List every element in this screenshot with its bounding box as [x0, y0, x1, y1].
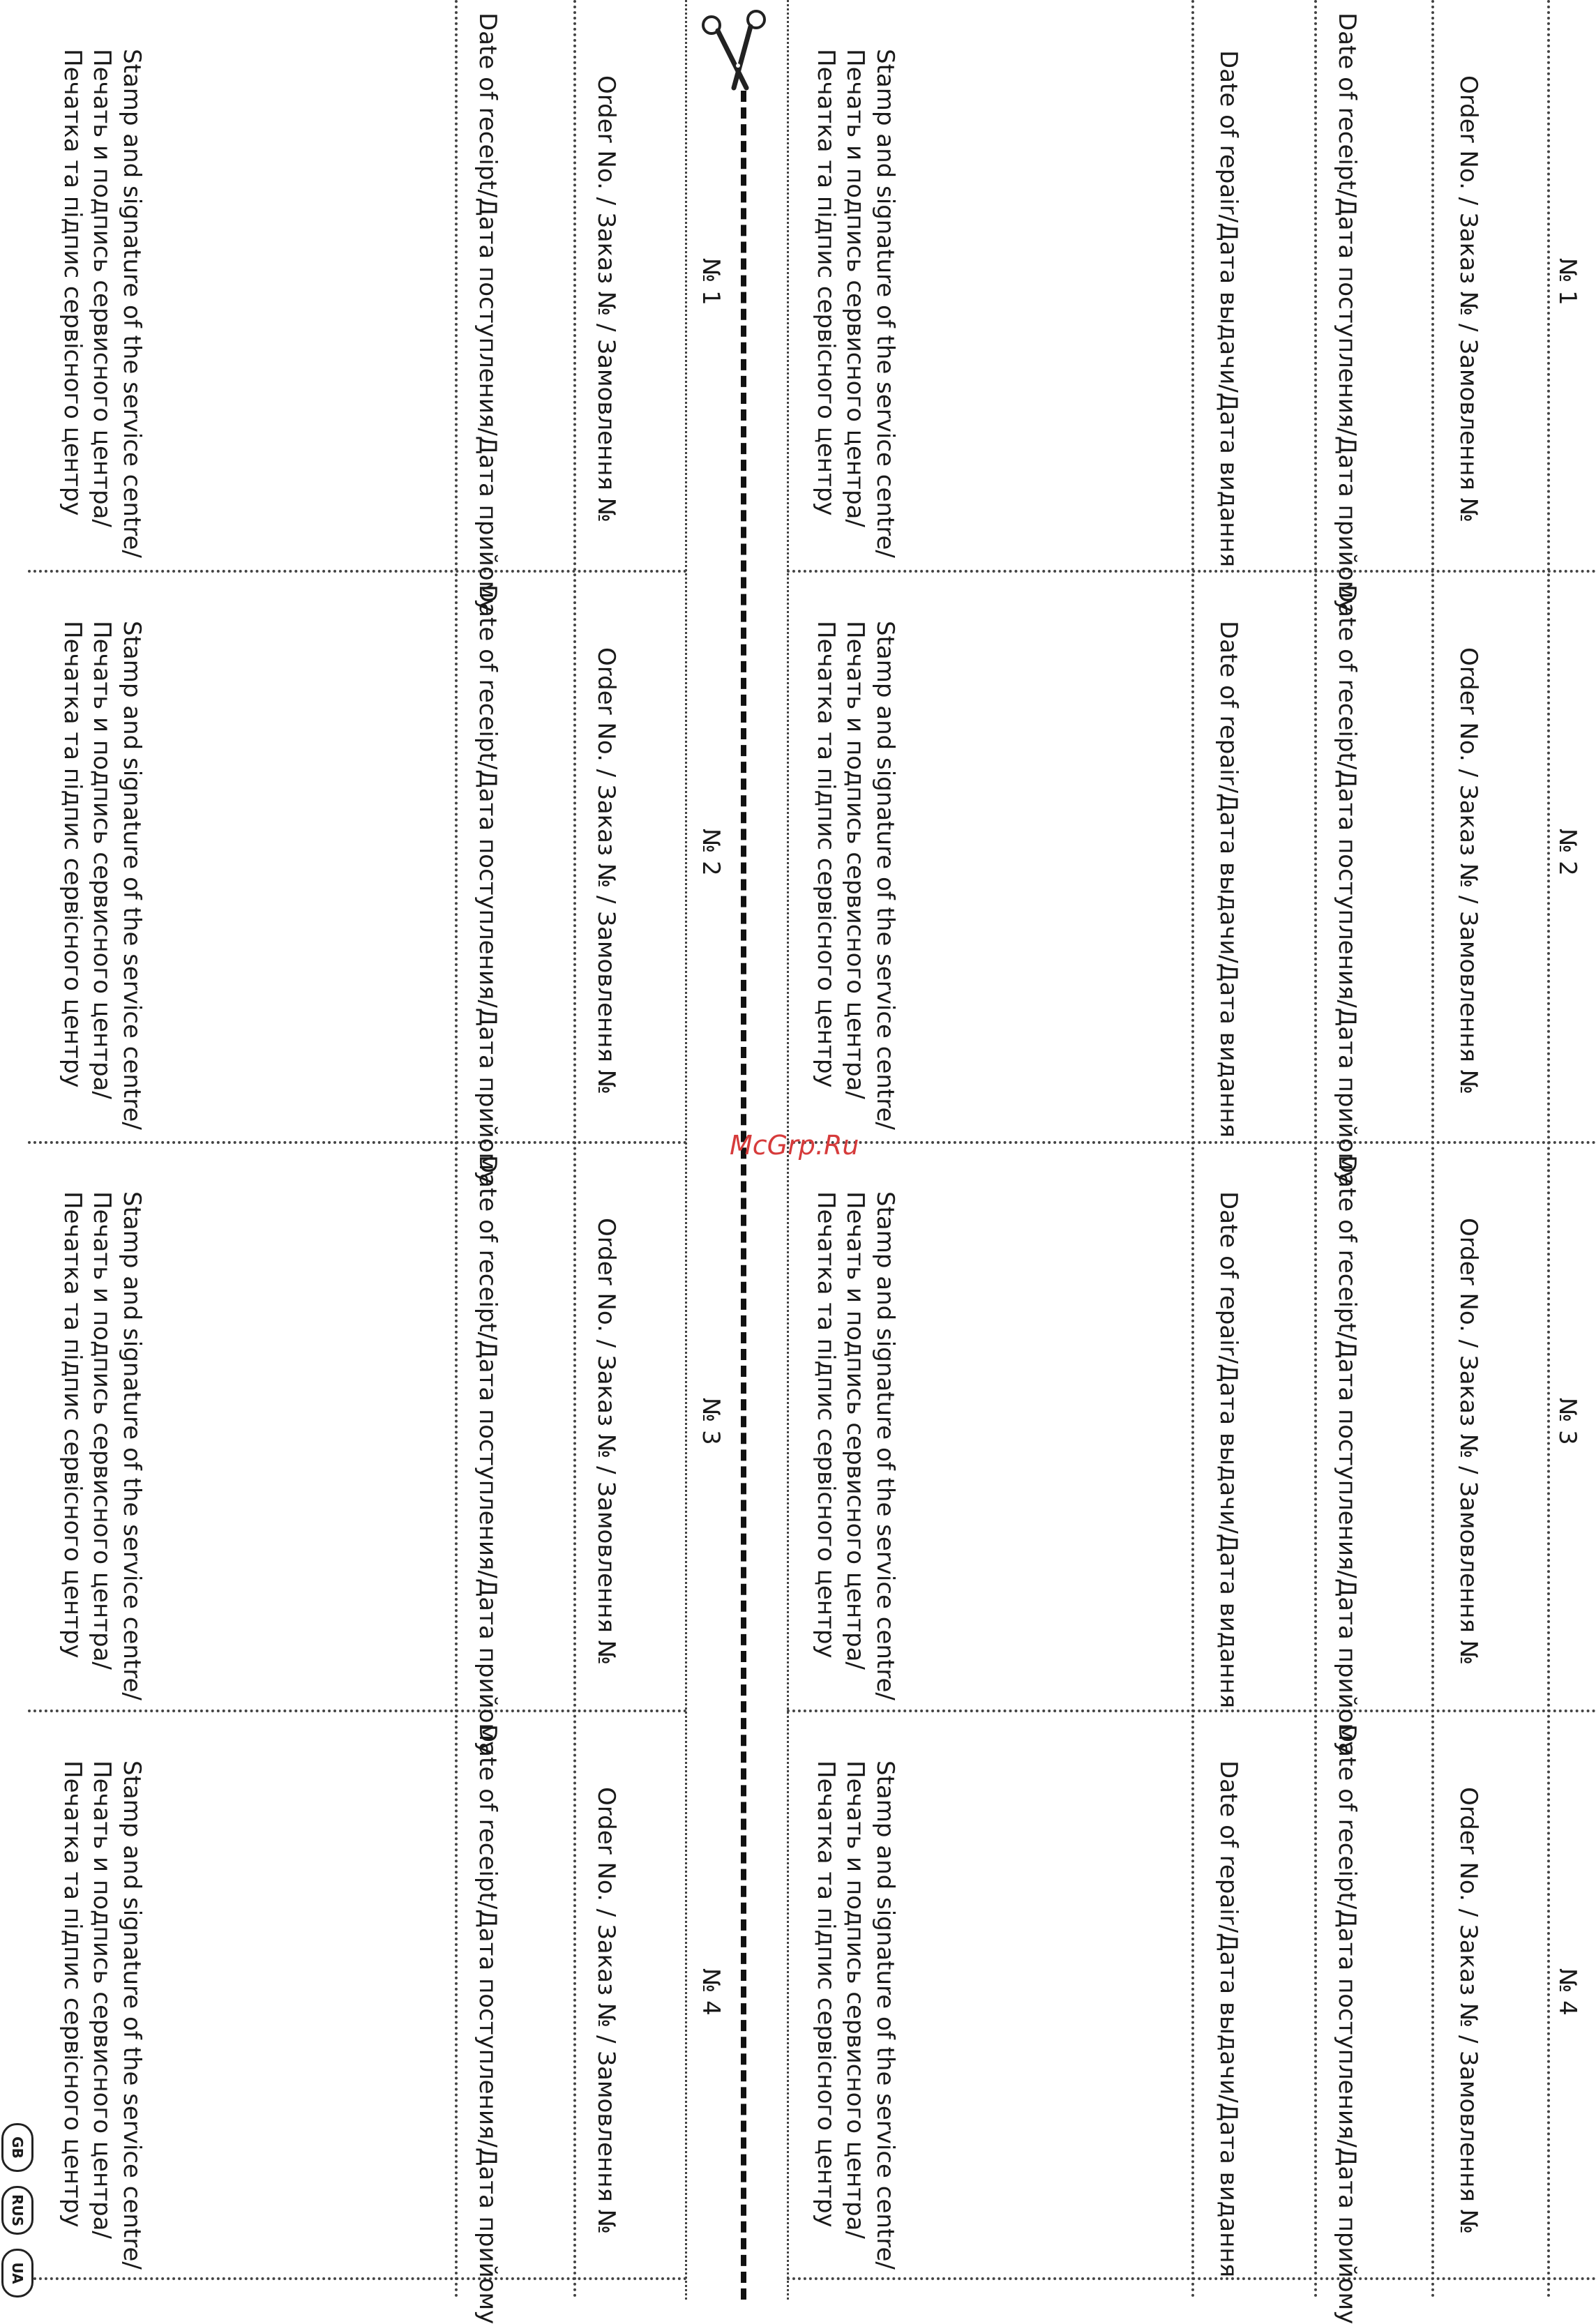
stub-order-number-label: Order No. / Заказ № / Замовлення № — [592, 75, 620, 523]
coupon-separator — [787, 2277, 1596, 2280]
stub-order-number-label: Order No. / Заказ № / Замовлення № — [592, 1787, 620, 2235]
order-number-label: Order No. / Заказ № / Замовлення № — [1454, 1787, 1482, 2235]
date-of-receipt-label: Date of receipt/Дата поступления/Дата прийому — [1333, 584, 1361, 1185]
column-divider — [573, 0, 576, 2300]
stub-stamp-signature-label: Stamp and signature of the service centre/ Печать и подпись сервисного центра/ Печатка та підпис сервісного центру — [59, 49, 146, 558]
date-of-receipt-label: Date of receipt/Дата поступления/Дата прийому — [1333, 13, 1361, 613]
warranty-coupon-sheet: № 1 Order No. / Заказ № / Замовлення № Date of receipt/Дата поступления/Дата прийому Date of repair/Дата выдачи/Дата видання Stamp and signature of the service centre/ Печать и подпись сервисного центра/ Печатка та підпис сервісного центру № 1 Order No. / Заказ № / Замовлення № Date of receipt/Дата поступления/Дата прийому Stamp and signature of the service centre/ Печать и подпись сервисного центра/ Печатка та підпис сервісного центру № 2 Order No. / Заказ № / Замовлення № Date of receipt/Дата поступления/Дата прийому Date of repair/Дата выдачи/Дата видання Stamp and signature of the service centre/ Печать и подпись сервисного центра/ Печатка та підпис сервісного центру № 2 Order No. / Заказ № / Замовлення № Date of receipt/Дата поступления/Дата прийому Stamp and signature of the service centre/ Печать и подпись сервисного центра/ Печатка та підпис сервісного центру № 3 Order No. / Заказ № / Замовлення № Date of receipt/Дата поступления/Дата прийому Date of repair/Дата выдачи/Дата видання Stamp and signature of the service centre/ Печать и подпись сервисного центра/ Печатка та підпис сервісного центру № 3 Order No. / Заказ № / Замовлення № Date of receipt/Дата поступления/Дата прийому Stamp and signature of the service centre/ Печать и подпись сервисного центра/ Печатка та підпис сервісного центру № 4 Order No. / Заказ № / Замовлення № Date of receipt/Дата поступления/Дата прийому Date of repair/Дата выдачи/Дата видання Stamp and signature of the service centre/ Печать и подпись сервисного центра/ Печатка та підпис сервісного центру № 4 Order No. / Заказ № / Замовлення № Date of receipt/Дата поступления/Дата прийому Stamp and signature of the service centre/ Печать и подпись сервисного центра/ Печатка та підпис сервісного центру McGrp.Ru GB RUS UA — [0, 0, 1596, 2300]
stub-date-of-receipt-label: Date of receipt/Дата поступления/Дата прийому — [474, 1155, 502, 1756]
coupon-number: № 2 — [1553, 829, 1581, 876]
stamp-signature-label: Stamp and signature of the service centre/ Печать и подпись сервисного центра/ Печатка та підпис сервісного центру — [812, 1191, 899, 1700]
coupon-number: № 4 — [1553, 1968, 1581, 2016]
coupon-separator — [787, 1710, 1596, 1712]
column-divider — [1547, 0, 1550, 2300]
cut-line — [741, 91, 746, 2300]
date-of-repair-label: Date of repair/Дата выдачи/Дата видання — [1214, 621, 1242, 1138]
stub-stamp-signature-label: Stamp and signature of the service centre/ Печать и подпись сервисного центра/ Печатка та підпис сервісного центру — [59, 1760, 146, 2270]
stub-coupon-number: № 3 — [697, 1398, 725, 1445]
date-of-repair-label: Date of repair/Дата выдачи/Дата видання — [1214, 1760, 1242, 2278]
coupon-number: № 1 — [1553, 258, 1581, 305]
stub-date-of-receipt-label: Date of receipt/Дата поступления/Дата прийому — [474, 1724, 502, 2324]
column-divider — [1431, 0, 1434, 2300]
stub-coupon-number: № 2 — [697, 829, 725, 876]
date-of-receipt-label: Date of receipt/Дата поступления/Дата прийому — [1333, 1724, 1361, 2324]
coupon-separator — [28, 570, 687, 573]
watermark: McGrp.Ru — [730, 1130, 859, 1161]
coupon-separator — [28, 2277, 687, 2280]
stamp-signature-label: Stamp and signature of the service centre/ Печать и подпись сервисного центра/ Печатка та підпис сервісного центру — [812, 621, 899, 1130]
date-of-repair-label: Date of repair/Дата выдачи/Дата видання — [1214, 50, 1242, 568]
stamp-signature-label: Stamp and signature of the service centre/ Печать и подпись сервисного центра/ Печатка та підпис сервісного центру — [812, 1760, 899, 2270]
order-number-label: Order No. / Заказ № / Замовлення № — [1454, 75, 1482, 523]
coupon-separator — [28, 1141, 687, 1144]
stub-order-number-label: Order No. / Заказ № / Замовлення № — [592, 1218, 620, 1666]
order-number-label: Order No. / Заказ № / Замовлення № — [1454, 1218, 1482, 1666]
stub-stamp-signature-label: Stamp and signature of the service centre/ Печать и подпись сервисного центра/ Печатка та підпис сервісного центру — [59, 621, 146, 1130]
column-divider — [455, 0, 458, 2300]
stamp-signature-label: Stamp and signature of the service centre/ Печать и подпись сервисного центра/ Печатка та підпис сервісного центру — [812, 49, 899, 558]
stub-date-of-receipt-label: Date of receipt/Дата поступления/Дата прийому — [474, 13, 502, 613]
coupon-number: № 3 — [1553, 1398, 1581, 1445]
date-of-repair-label: Date of repair/Дата выдачи/Дата видання — [1214, 1191, 1242, 1709]
stub-coupon-number: № 4 — [697, 1968, 725, 2016]
scissors-icon — [698, 6, 774, 96]
order-number-label: Order No. / Заказ № / Замовлення № — [1454, 647, 1482, 1095]
date-of-receipt-label: Date of receipt/Дата поступления/Дата прийому — [1333, 1155, 1361, 1756]
stub-stamp-signature-label: Stamp and signature of the service centre/ Печать и подпись сервисного центра/ Печатка та підпис сервісного центру — [59, 1191, 146, 1700]
column-divider — [1191, 0, 1194, 2300]
stub-order-number-label: Order No. / Заказ № / Замовлення № — [592, 647, 620, 1095]
coupon-separator — [28, 1710, 687, 1712]
stub-date-of-receipt-label: Date of receipt/Дата поступления/Дата прийому — [474, 584, 502, 1185]
coupon-separator — [787, 1141, 1596, 1144]
column-divider — [1314, 0, 1317, 2300]
coupon-separator — [787, 570, 1596, 573]
stub-coupon-number: № 1 — [697, 258, 725, 305]
column-divider — [685, 0, 687, 2300]
